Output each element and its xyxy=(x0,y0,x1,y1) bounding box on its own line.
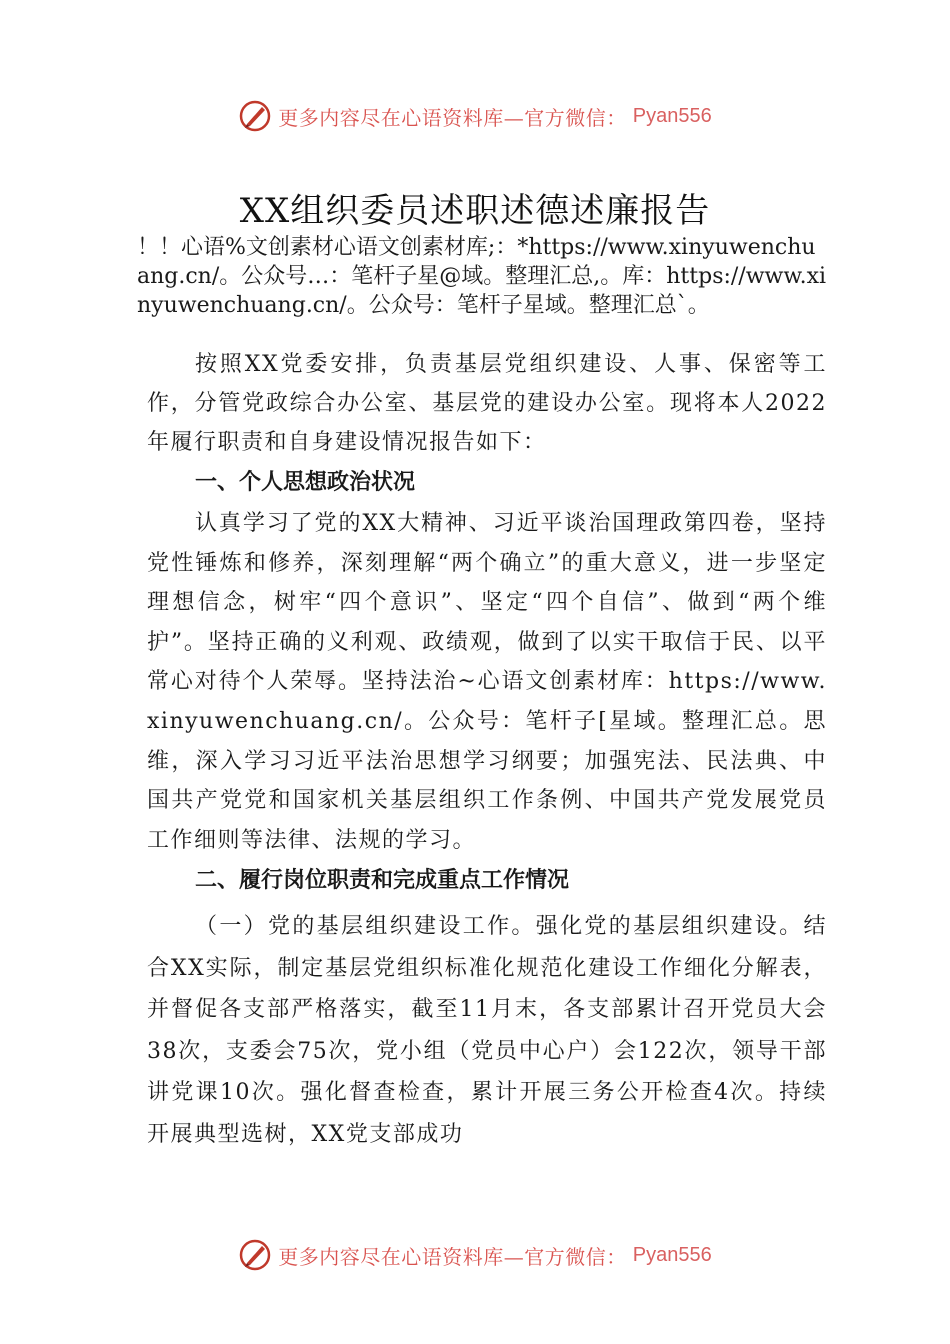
document-body xyxy=(147,345,827,1155)
header-banner xyxy=(0,96,950,136)
document-title: XX组织委员述职述德述廉报告 xyxy=(239,191,711,231)
banner-text: 更多内容尽在心语资料库—官方微信： xyxy=(278,105,627,130)
footer-banner xyxy=(0,1235,950,1275)
banner-wechat-id: Pyan556 xyxy=(632,1243,712,1266)
banner-text: 更多内容尽在心语资料库—官方微信： xyxy=(278,1244,627,1269)
section-1-paragraph: 认真学习了党的XX大精神、习近平谈治国理政第四卷，坚持党性锤炼和修养，深刻理解“两个确立”的重大意义，进一步坚定理想信念，树牢“四个意识”、坚定“四个自信”、做到“两个维护”。坚持正确的义利观、政绩观，做到了以实干取信于民、以平常心对待个人荣辱。坚持法治~心语文创素材库：https://www.xinyuwenchuang.cn/。公众号：笔杆子[星域。整理汇总。思维，深入学习习近平法治思想学习纲要；加强宪法、民法典、中国共产党党和国家机关基层组织工作条例、中国共产党发展党员工作细则等法律、法规的学习。 xyxy=(147,511,827,853)
section-2-heading: 二、履行岗位职责和完成重点工作情况 xyxy=(195,868,570,894)
intro-paragraph: 按照XX党委安排，负责基层党组织建设、人事、保密等工作，分管党政综合办公室、基层党的建设办公室。现将本人2022年履行职责和自身建设情况报告如下： xyxy=(147,352,827,455)
section-1-heading: 一、个人思想政治状况 xyxy=(195,470,416,495)
section-2-paragraph: （一）党的基层组织建设工作。强化党的基层组织建设。结合XX实际，制定基层党组织标准化规范化建设工作细化分解表，并督促各支部严格落实，截至11月末，各支部累计召开党员大会38次，支委会75次，党小组（党员中心户）会122次，领导干部讲党课10次。强化督查检查，累计开展三务公开检查4次。持续开展典型选树，XX党支部成功 xyxy=(147,914,827,1147)
watermark-text: ！！心语%文创素材心语文创素材库;：*https://www.xinyuwenchuang.cn/。公众号…：笔杆子星@域。整理汇总,。库：https://www.xinyuwenchuang.cn/。公众号：笔杆子星域。整理汇总`。 xyxy=(137,235,827,318)
banner-wechat-id: Pyan556 xyxy=(632,104,712,127)
quill-logo-icon xyxy=(238,1238,272,1272)
quill-logo-icon xyxy=(238,99,272,133)
